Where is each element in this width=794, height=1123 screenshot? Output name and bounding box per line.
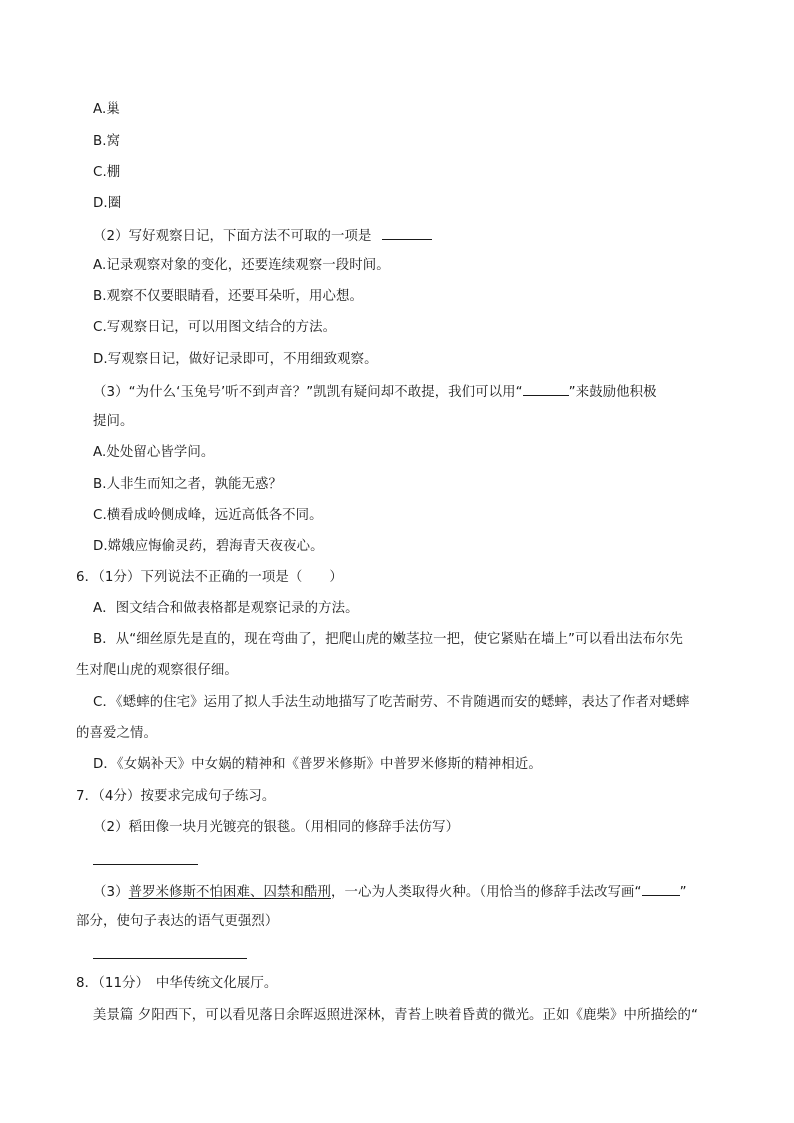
q7-stem: 7．（4分）按要求完成句子练习。 [76,789,276,804]
q6-option-b: B．从“细丝原先是直的，现在弯曲了，把爬山虎的嫩茎拉一把，使它紧贴在墙上”可以看出法布尔先 [93,632,683,647]
q5-sub2-option-c: C.写观察日记，可以用图文结合的方法。 [93,320,337,335]
q5-sub2-stem [93,226,432,246]
q6-option-c: C．《蟋蟀的住宅》运用了拟人手法生动地描写了吃苦耐劳、不肯随遇而安的蟋蟀，表达了作者对蟋蟀 [93,695,690,710]
answer-blank [523,382,569,396]
q7-sub3-cont: 部分，使句子表达的语气更强烈） [76,914,279,929]
q5-sub2-option-d: D.写观察日记，做好记录即可，不用细致观察。 [93,352,378,367]
q5-sub3-stem-b: ”来鼓励他积极 [568,385,657,400]
q5-sub3-option-b: B.人非生而知之者，孰能无惑？ [93,477,283,492]
q6-option-d: D．《女娲补天》中女娲的精神和《普罗米修斯》中普罗米修斯的精神相近。 [93,757,542,772]
q6-stem: 6．（1分）下列说法不正确的一项是（ ） [76,570,343,585]
q5-sub2-option-a: A.记录观察对象的变化，还要连续观察一段时间。 [93,258,390,273]
q5-sub3-option-c: C.横看成岭侧成峰，远近高低各不同。 [93,508,323,523]
q5-option-b: B.窝 [93,134,121,149]
q5-option-a: A.巢 [93,102,120,117]
answer-blank [642,882,680,896]
q7-sub3-post: ，一心为人类取得火种。（用恰当的修辞手法改写画“ [330,885,642,900]
q6-option-b-cont: 生对爬山虎的观察很仔细。 [76,663,238,678]
q8-stem: 8．（11分） 中华传统文化展厅。 [76,976,278,991]
q5-sub2-option-b: B.观察不仅要眼睛看，还要耳朵听，用心想。 [93,289,363,304]
q7-sub3 [93,882,687,902]
q5-sub3-option-a: A.处处留心皆学问。 [93,445,215,460]
q8-line1: 美景篇 夕阳西下，可以看见落日余晖返照进深林，青苔上映着昏黄的微光。正如《鹿柴》中所描绘的“ [93,1008,698,1023]
answer-line [93,864,198,865]
q6-option-a: A．图文结合和做表格都是观察记录的方法。 [93,601,359,616]
q7-sub3-underlined: 普罗米修斯不怕困难、囚禁和酷刑 [128,885,331,900]
q5-option-d: D.圈 [93,196,122,211]
q7-sub3-pre: （3） [93,885,129,900]
q6-option-c-cont: 的喜爱之情。 [76,726,157,741]
q5-sub2-stem-text: （2）写好观察日记，下面方法不可取的一项是 [93,229,372,244]
q5-sub3-stem-a: （3）“为什么‘玉兔号’听不到声音？”凯凯有疑问却不敢提，我们可以用“ [93,385,523,400]
q5-sub3-option-d: D.嫦娥应悔偷灵药，碧海青天夜夜心。 [93,539,324,554]
answer-blank [382,226,432,240]
q5-sub3-stem [93,382,657,402]
q5-sub3-stem-cont: 提问。 [93,414,134,429]
q5-option-c: C.棚 [93,165,121,180]
answer-line [93,958,247,959]
q7-sub3-end: ” [679,885,687,900]
q7-sub2: （2）稻田像一块月光镀亮的银毯。（用相同的修辞手法仿写） [93,820,460,835]
